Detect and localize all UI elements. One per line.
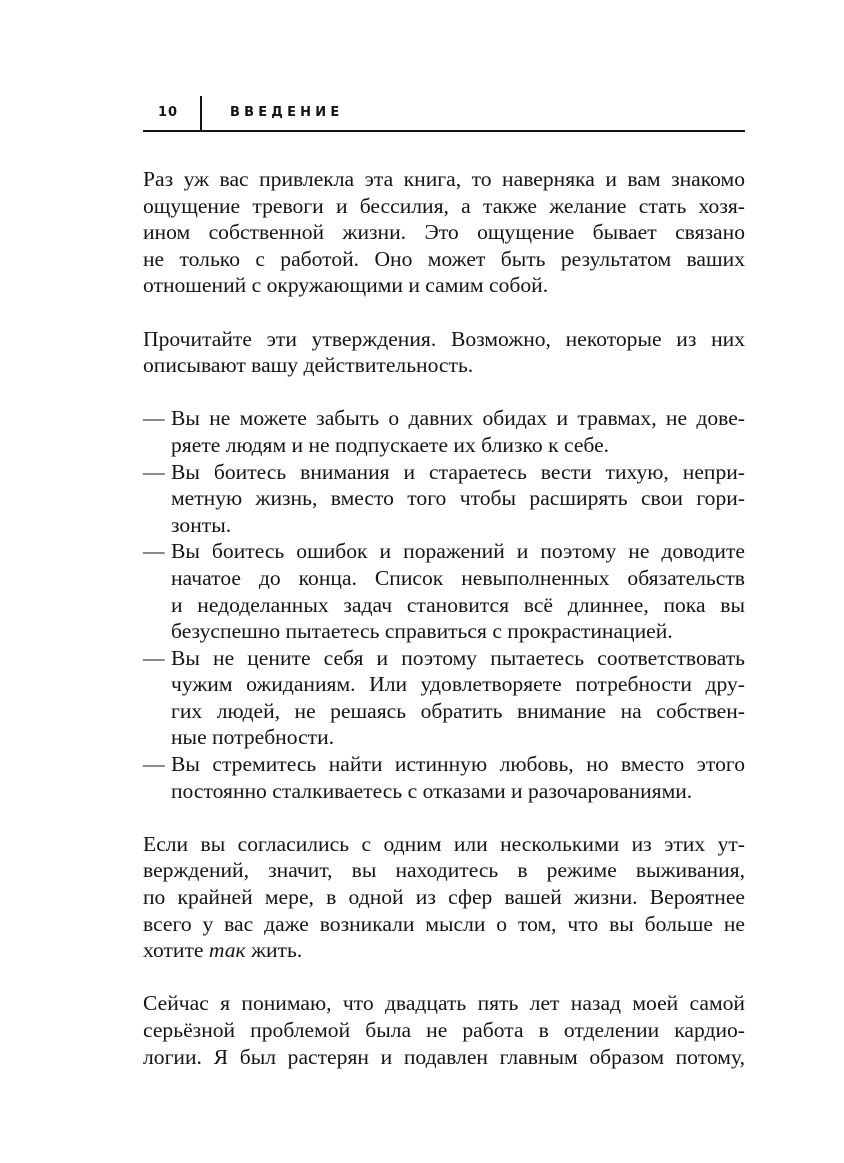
- text-line: по крайней мере, в одной из сфер вашей жизни. Вероятнее: [143, 885, 745, 910]
- text-line: ные потребности.: [171, 725, 335, 750]
- text-line: всего у вас даже возникали мысли о том, что вы больше не: [143, 911, 745, 936]
- text-line: ряете людям и не подпускаете их близко к себе.: [171, 432, 610, 457]
- page-body: [143, 166, 745, 1097]
- chapter-title: ВВЕДЕНИЕ: [230, 105, 344, 120]
- text-line: [143, 937, 745, 964]
- text-line: постоянно сталкиваетесь с отказами и разочарованиями.: [171, 778, 693, 803]
- list-dash: —: [143, 752, 165, 777]
- text-line: чужим ожиданиям. Или удовлетворяете потребности дру-: [171, 672, 745, 697]
- emphasis-word: так: [208, 938, 246, 963]
- text-line: отношений с окружающими и самим собой.: [143, 273, 549, 298]
- text-line: логии. Я был растерян и подавлен главным образом потому,: [143, 1044, 745, 1069]
- text-line: описывают вашу действительность.: [143, 353, 474, 378]
- header-rule: [143, 130, 745, 132]
- list-dash: —: [143, 645, 165, 670]
- text-line: Прочитайте эти утверждения. Возможно, некоторые из них: [143, 326, 745, 351]
- running-header: [143, 96, 745, 132]
- list-dash: —: [143, 406, 165, 431]
- text-line: зонты.: [171, 512, 232, 537]
- text-line: ином собственной жизни. Это ощущение бывает связано: [143, 220, 745, 245]
- list-item: [143, 645, 745, 751]
- paragraph-author-story: [143, 990, 745, 1070]
- text-line: гих людей, не решаясь обратить внимание на собствен-: [171, 698, 745, 723]
- paragraph-intro: [143, 166, 745, 299]
- text-line: начатое до конца. Список невыполненных обязательств: [171, 565, 745, 590]
- list-item: [143, 405, 745, 458]
- paragraph-statements-intro: [143, 326, 745, 379]
- statements-list: [143, 405, 745, 804]
- list-item: [143, 751, 745, 804]
- text-line: Если вы согласились с одним или несколькими из этих ут-: [143, 831, 745, 856]
- text-fragment: жить.: [245, 938, 303, 963]
- text-line: безуспешно пытаетесь справиться с прокрастинацией.: [171, 619, 673, 644]
- list-dash: —: [143, 459, 165, 484]
- text-line: и недоделанных задач становится всё длиннее, пока вы: [171, 592, 745, 617]
- text-line: метную жизнь, вместо того чтобы расширять свои гори-: [171, 486, 745, 511]
- text-line: Сейчас я понимаю, что двадцать пять лет назад моей самой: [143, 991, 745, 1016]
- list-item: [143, 459, 745, 539]
- text-line: не только с работой. Оно может быть результатом ваших: [143, 246, 745, 271]
- text-line: Вы боитесь ошибок и поражений и поэтому не доводите: [171, 539, 745, 564]
- text-line: Раз уж вас привлекла эта книга, то наверняка и вам знакомо: [143, 167, 745, 191]
- text-line: Вы не можете забыть о давних обидах и травмах, не дове-: [171, 406, 745, 431]
- text-fragment: хотите: [143, 938, 209, 963]
- text-line: Вы не цените себя и поэтому пытаетесь соответствовать: [171, 645, 745, 670]
- list-dash: —: [143, 539, 165, 564]
- header-separator: [200, 96, 202, 132]
- paragraph-survival-mode: [143, 831, 745, 964]
- text-line: ощущение тревоги и бессилия, а также желание стать хозя-: [143, 193, 745, 218]
- text-line: Вы стремитесь найти истинную любовь, но вместо этого: [171, 752, 745, 777]
- text-line: верждений, значит, вы находитесь в режиме выживания,: [143, 858, 745, 883]
- page-number: 10: [158, 105, 179, 120]
- text-line: серьёзной проблемой была не работа в отделении кардио-: [143, 1018, 745, 1042]
- text-line: Вы боитесь внимания и стараетесь вести тихую, непри-: [171, 459, 745, 484]
- list-item: [143, 538, 745, 644]
